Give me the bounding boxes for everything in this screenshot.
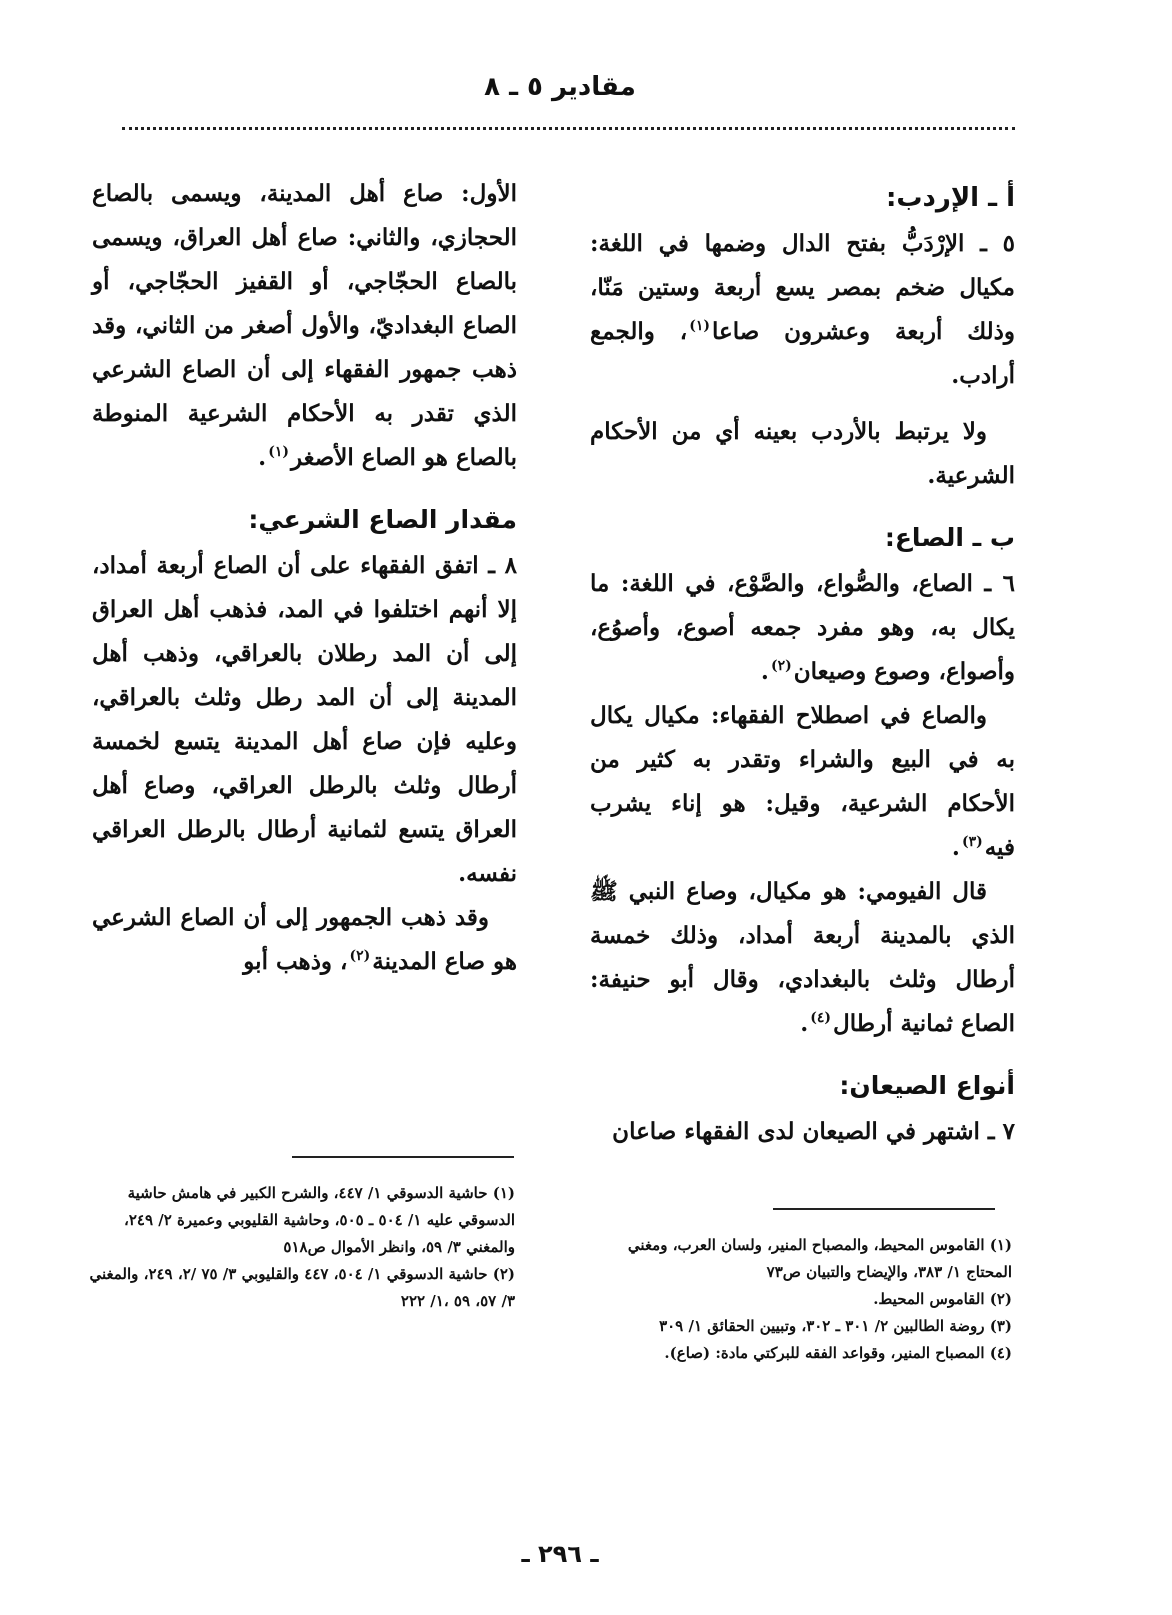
paragraph-6b-text-end: . [951,834,960,861]
paragraph-6c [590,870,1015,1046]
heading-saa: ب ـ الصاع: [884,523,1015,552]
footnote-ref-left-2[interactable]: (٢) [349,948,371,965]
footnote-item: (٢) حاشية الدسوقي ١/ ٥٠٤، ٤٤٧ والقليوبي ٣/ ٧٥ /٢، ٢٤٩، والمغني ٣/ ٥٧، ٥٩ ،١/ ٢٢٢ [89,1265,515,1310]
paragraph-6c-text: قال الفيومي: هو مكيال، وصاع النبي ﷺ الذي بالمدينة أربعة أمداد، وذلك خمسة أرطال وثلث بالبغدادي، وقال أبو حنيفة: الصاع ثمانية أرطال [590,878,1015,1037]
paragraph-6-text: ٦ ـ الصاع، والصُّواع، والصَّوْع، في اللغة: ما يكال به، وهو مفرد جمعه أصوع، وأصوُع، وأصواع، وصوع وصيعان [590,570,1015,685]
footnote-item: (٣) روضة الطالبين ٢/ ٣٠١ ـ ٣٠٢، وتبيين الحقائق ١/ ٣٠٩ [659,1317,1012,1335]
heading-legal-saa-measure: مقدار الصاع الشرعي: [248,505,517,534]
footnote-ref-left-1[interactable]: (١) [268,444,289,461]
paragraph-8b-text: وقد ذهب الجمهور إلى أن الصاع الشرعي هو صاع المدينة [92,904,517,975]
paragraph-5 [590,222,1015,398]
header-dotted-divider [122,127,1015,130]
footnote-ref-3[interactable]: (٣) [961,834,983,851]
heading-types-of-saa: أنواع الصيعان: [839,1071,1015,1100]
footnote-item: (١) القاموس المحيط، والمصباح المنير، ولسان العرب، ومغني المحتاج ١/ ٣٨٣، والإيضاح والتبيان ص٧٣ [627,1236,1012,1281]
page-number: ـ ٢٩٦ ـ [521,1540,599,1568]
footnote-item: (٤) المصباح المنير، وقواعد الفقه للبركتي مادة: (صاع). [664,1344,1012,1362]
right-text-column [590,172,1015,1154]
paragraph-5b: ولا يرتبط بالأردب بعينه أي من الأحكام الشرعية. [590,418,1015,489]
paragraph-8b [92,896,517,984]
footnote-divider-left [292,1156,514,1158]
paragraph-7: ٧ ـ اشتهر في الصيعان لدى الفقهاء صاعان [612,1118,1015,1145]
footnotes-left [85,1180,515,1315]
paragraph-7-continued-text: الأول: صاع أهل المدينة، ويسمى بالصاع الحجازي، والثاني: صاع أهل العراق، ويسمى بالصاع الحجّاجي، أو القفيز الحجّاجي، أو الصاع البغداديّ، والأول أصغر من الثاني، وقد ذهب جمهور الفقهاء إلى أن الصاع الشرعي الذي تقدر به الأحكام الشرعية المنوطة بالصاع هو الصاع الأصغر [92,180,517,471]
footnote-item: (١) حاشية الدسوقي ١/ ٤٤٧، والشرح الكبير في هامش حاشية الدسوقي عليه ١/ ٥٠٤ ـ ٥٠٥، وحاشية القليوبي وعميرة ٢/ ٢٤٩، والمغني ٣/ ٥٩، وانظر الأموال ص٥١٨ [124,1184,515,1256]
paragraph-6 [590,562,1015,694]
paragraph-6-text-end: . [760,658,769,685]
footnote-item: (٢) القاموس المحيط. [873,1290,1012,1308]
footnotes-right [582,1232,1012,1367]
paragraph-5-text-end: ، والجمع أرادب. [590,318,1015,389]
paragraph-8: ٨ ـ اتفق الفقهاء على أن الصاع أربعة أمداد، إلا أنهم اختلفوا في المد، فذهب أهل العراق إلى أن المد رطلان بالعراقي، وذهب أهل المدينة إلى أن المد رطل وثلث بالعراقي، وعليه فإن صاع أهل المدينة يتسع لخمسة أرطال وثلث بالرطل العراقي، وصاع أهل العراق يتسع لثمانية أرطال بالرطل العراقي نفسه. [92,552,517,887]
footnote-ref-1[interactable]: (١) [689,318,710,335]
paragraph-6b-text: والصاع في اصطلاح الفقهاء: مكيال يكال به في البيع والشراء وتقدر به كثير من الأحكام الشرعية، وقيل: هو إناء يشرب فيه [590,702,1015,861]
running-title: مقادير ٥ ـ ٨ [484,72,636,102]
paragraph-8b-text-end: ، وذهب أبو [243,948,348,975]
heading-ardab: أ ـ الإردب: [885,183,1015,213]
paragraph-6c-text-end: . [800,1010,809,1037]
paragraph-7-continued-end: . [258,444,267,471]
left-text-column [92,172,517,984]
footnote-ref-4[interactable]: (٤) [810,1010,831,1027]
paragraph-5-text: ٥ ـ الإرْدَبُّ بفتح الدال وضمها في اللغة: مكيال ضخم بمصر يسع أربعة وستين مَنّا، وذلك أربعة وعشرون صاعا [590,230,1015,345]
footnote-ref-2[interactable]: (٢) [770,658,792,675]
footnote-divider-right [773,1208,995,1210]
paragraph-6b [590,694,1015,870]
paragraph-7-continued [92,172,517,480]
